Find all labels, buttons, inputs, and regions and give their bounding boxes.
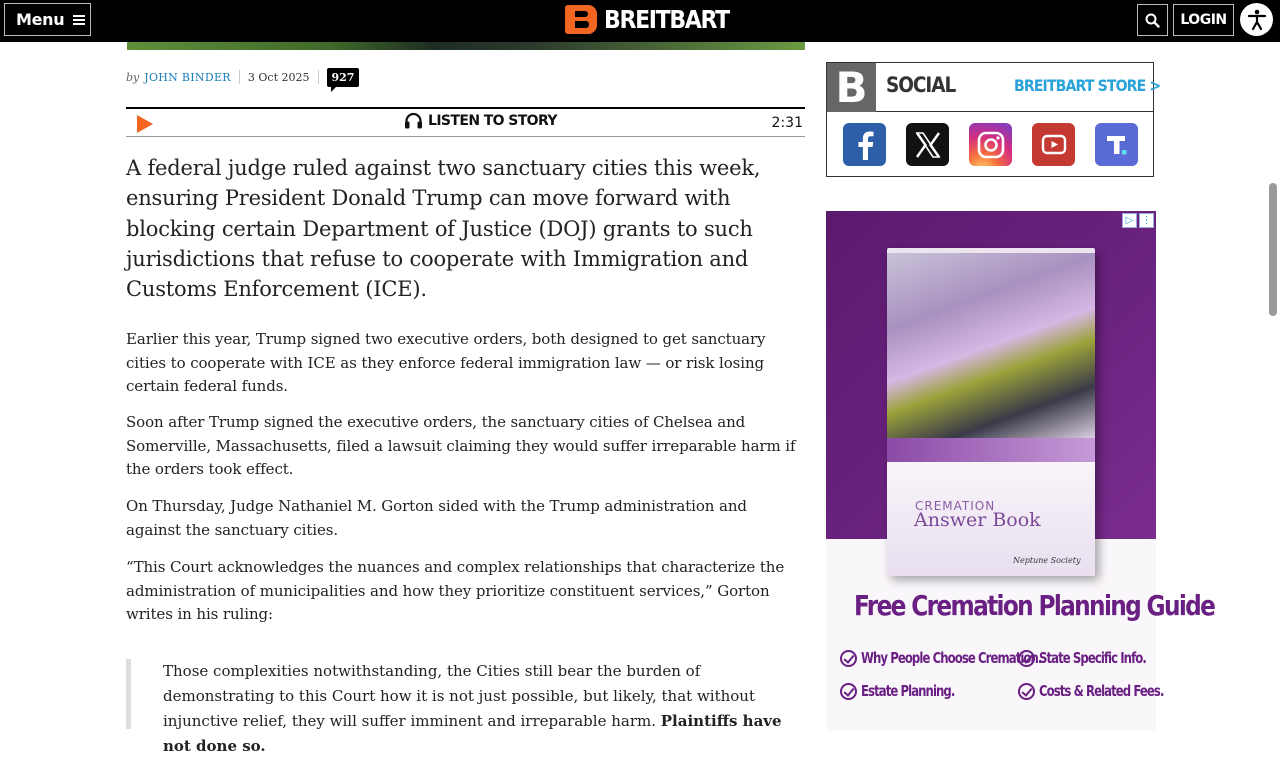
instagram-icon[interactable]	[969, 123, 1012, 166]
listen-label: LISTEN TO STORY	[428, 112, 557, 129]
book-band	[887, 438, 1095, 462]
byline-divider	[239, 70, 240, 84]
ad-bullet-text: Estate Planning.	[861, 682, 955, 700]
social-title: SOCIAL	[886, 73, 956, 97]
audio-player	[126, 107, 805, 137]
ad-bullet	[1018, 649, 1176, 667]
login-button[interactable]: LOGIN	[1173, 4, 1234, 36]
social-icons	[843, 123, 1138, 166]
social-header	[827, 63, 1161, 112]
menu-label: Menu	[16, 10, 65, 29]
x-icon[interactable]	[906, 123, 949, 166]
byline-divider	[318, 70, 319, 84]
breitbart-logo[interactable]	[565, 4, 746, 34]
book-brand: Neptune Society	[1013, 556, 1081, 565]
logo-text: BREITBART	[604, 4, 729, 34]
check-circle-icon	[840, 683, 857, 700]
listen-to-story-button[interactable]	[404, 112, 557, 129]
book-title-line2: Answer Book	[914, 509, 1041, 531]
rumble-icon[interactable]	[1032, 123, 1075, 166]
search-button[interactable]	[1137, 4, 1168, 36]
ad-bullet-text: Costs & Related Fees.	[1039, 682, 1164, 700]
ad-bullet-text: State Specific Info.	[1039, 649, 1146, 667]
social-widget	[826, 62, 1161, 177]
play-icon[interactable]	[137, 115, 153, 133]
byline	[126, 68, 359, 86]
article-lead: A federal judge ruled against two sanctuary cities this week, ensuring President Donald Trump can move forward with blocking certain Department of Justice (DOJ) grants to such jurisdictions that refuse to cooperate with Immigration and Customs Enforcement (ICE).	[126, 156, 761, 302]
publish-date: 3 Oct 2025	[247, 70, 310, 84]
search-icon	[1145, 13, 1160, 28]
audio-duration: 2:31	[771, 115, 803, 131]
menu-button[interactable]	[4, 3, 91, 36]
ad-choices[interactable]	[1122, 213, 1154, 228]
accessibility-button[interactable]	[1240, 3, 1273, 36]
breitbart-store-link[interactable]: BREITBART STORE >	[1014, 76, 1161, 95]
quote-text: Those complexities notwithstanding, the Cities still bear the burden of demonstrating to this Court how it is not just possible, but likely, that without injunctive relief, they will suffer imminent and irreparable harm.	[163, 662, 755, 730]
headphones-icon	[404, 112, 423, 129]
article-paragraph: Soon after Trump signed the executive orders, the sanctuary cities of Chelsea and Somerville, Massachusetts, filed a lawsuit claiming they would suffer irreparable harm if the orders took effect.	[126, 413, 796, 478]
hamburger-icon	[73, 15, 85, 25]
truth-social-icon[interactable]	[1095, 123, 1138, 166]
ad-bullet	[1018, 682, 1199, 700]
page-scrollbar[interactable]	[1266, 42, 1280, 720]
article-paragraph: “This Court acknowledges the nuances and complex relationships that characterize the administration of municipalities and how they prioritize constituent services,” Gorton writes in his ruling:	[126, 558, 785, 623]
author-link[interactable]: JOHN BINDER	[144, 70, 231, 84]
cremation-guide-ad[interactable]	[826, 211, 1215, 731]
facebook-icon[interactable]	[843, 123, 886, 166]
book-title-line1: CREMATION	[915, 499, 996, 513]
comment-count-badge[interactable]: 927	[327, 68, 360, 87]
article-paragraph: Earlier this year, Trump signed two executive orders, both designed to get sanctuary cities to cooperate with ICE as they enforce federal immigration law — or risk losing certain federal funds.	[126, 330, 766, 395]
ad-bullet	[840, 682, 981, 700]
breitbart-b-icon	[565, 5, 597, 34]
ad-options-icon[interactable]: ⋮	[1139, 213, 1154, 228]
ad-bullet-text: Why People Choose Cremation.	[861, 649, 1042, 667]
check-circle-icon	[1018, 650, 1035, 667]
check-circle-icon	[840, 650, 857, 667]
article-paragraph: On Thursday, Judge Nathaniel M. Gorton sided with the Trump administration and against the sanctuary cities.	[126, 497, 747, 539]
hero-image	[127, 42, 805, 50]
byline-prefix: by	[126, 70, 140, 84]
check-circle-icon	[1018, 683, 1035, 700]
couple-photo	[887, 253, 1095, 438]
adchoices-icon[interactable]: ▷	[1122, 213, 1137, 228]
ad-headline: Free Cremation Planning Guide	[854, 589, 1215, 622]
ruling-quote	[126, 659, 806, 755]
scrollbar-thumb[interactable]	[1269, 183, 1277, 316]
book-cover-image	[887, 248, 1095, 576]
top-navigation-bar	[0, 0, 1280, 42]
breitbart-b-logo: B	[827, 63, 876, 112]
accessibility-icon	[1247, 9, 1267, 31]
quote-bold-text: Plaintiffs have not done so.	[163, 712, 782, 755]
